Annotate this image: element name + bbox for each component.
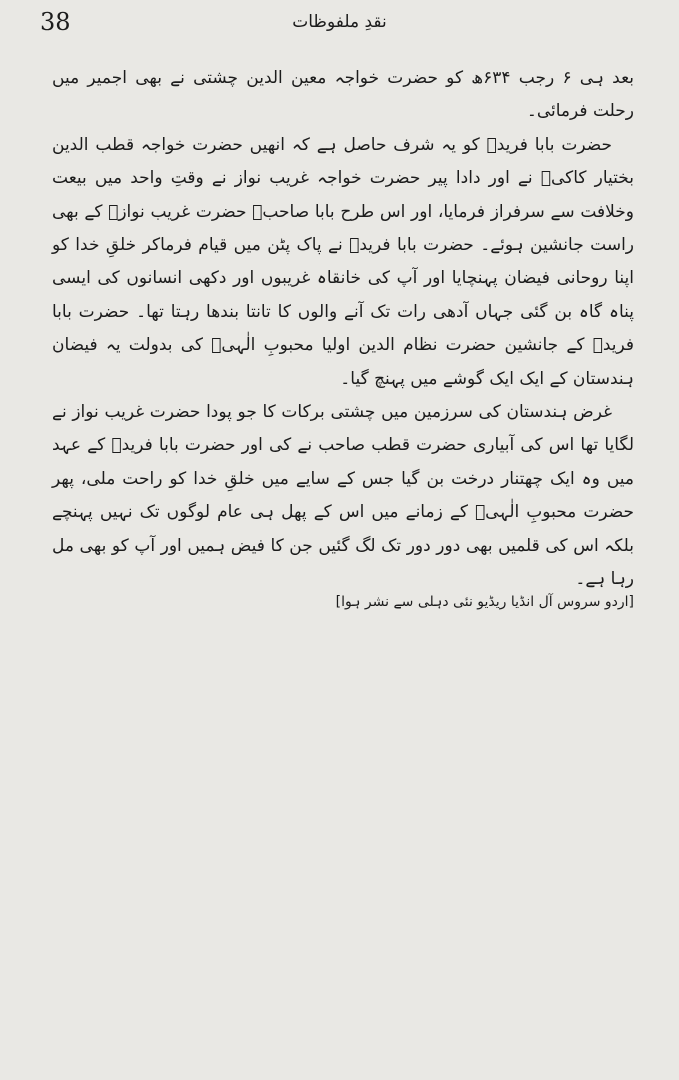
paragraph-2: حضرت بابا فریدؒ کو یہ شرف حاصل ہے کہ انھیں حضرت خواجہ قطب الدین بختیار کاکیؒ نے اور دادا پیر حضرت خواجہ غریب نواز نے وقتِ واحد میں بیعت وخلافت سے سرفراز فرمایا، اور اس طرح بابا صاحبؒ حضرت غریب نوازؒ کے بھی راست جانشین ہوئے۔ حضرت بابا فریدؒ نے پاک پٹن میں قیام فرماکر خلقِ خدا کو اپنا روحانی فیضان پہنچایا اور آپ کی خانقاہ غریبوں اور دکھی انسانوں کی ایسی پناہ گاہ بن گئی جہاں آدھی رات تک آنے والوں کا تانتا بندھا رہتا تھا۔ حضرت بابا فریدؒ کے جانشین حضرت نظام الدین اولیا محبوبِ الٰہیؒ کی بدولت یہ فیضان ہندستان کے ایک ایک گوشے میں پہنچ گیا۔	[52, 134, 634, 389]
page-number: 38	[40, 8, 71, 36]
running-title: نقدِ ملفوظات	[292, 12, 387, 32]
body-text	[52, 62, 634, 597]
broadcast-source-note: [اردو سروس آل انڈیا ریڈیو نئی دہلی سے نشر ہوا]	[335, 594, 634, 610]
paragraph-3: غرض ہندستان کی سرزمین میں چشتی برکات کا جو پودا حضرت غریب نواز نے لگایا تھا اس کی آبیاری حضرت قطب صاحب نے کی اور حضرت بابا فریدؒ کے عہد میں وہ ایک چھتنار درخت بن گیا جس کے سایے میں خلقِ خدا کو راحت ملی، پھر حضرت محبوبِ الٰہیؒ کے زمانے میں اس کے پھل ہی عام لوگوں تک نہیں پہنچے بلکہ اس کی قلمیں بھی دور دور تک لگ گئیں جن کا فیض ہمیں اور آپ کو بھی مل رہا ہے۔	[52, 402, 634, 590]
paragraph-1: بعد ہی ۶ رجب ۶۳۴ھ کو حضرت خواجہ معین الدین چشتی نے بھی اجمیر میں رحلت فرمائی۔	[52, 68, 635, 122]
page-header	[0, 8, 679, 42]
